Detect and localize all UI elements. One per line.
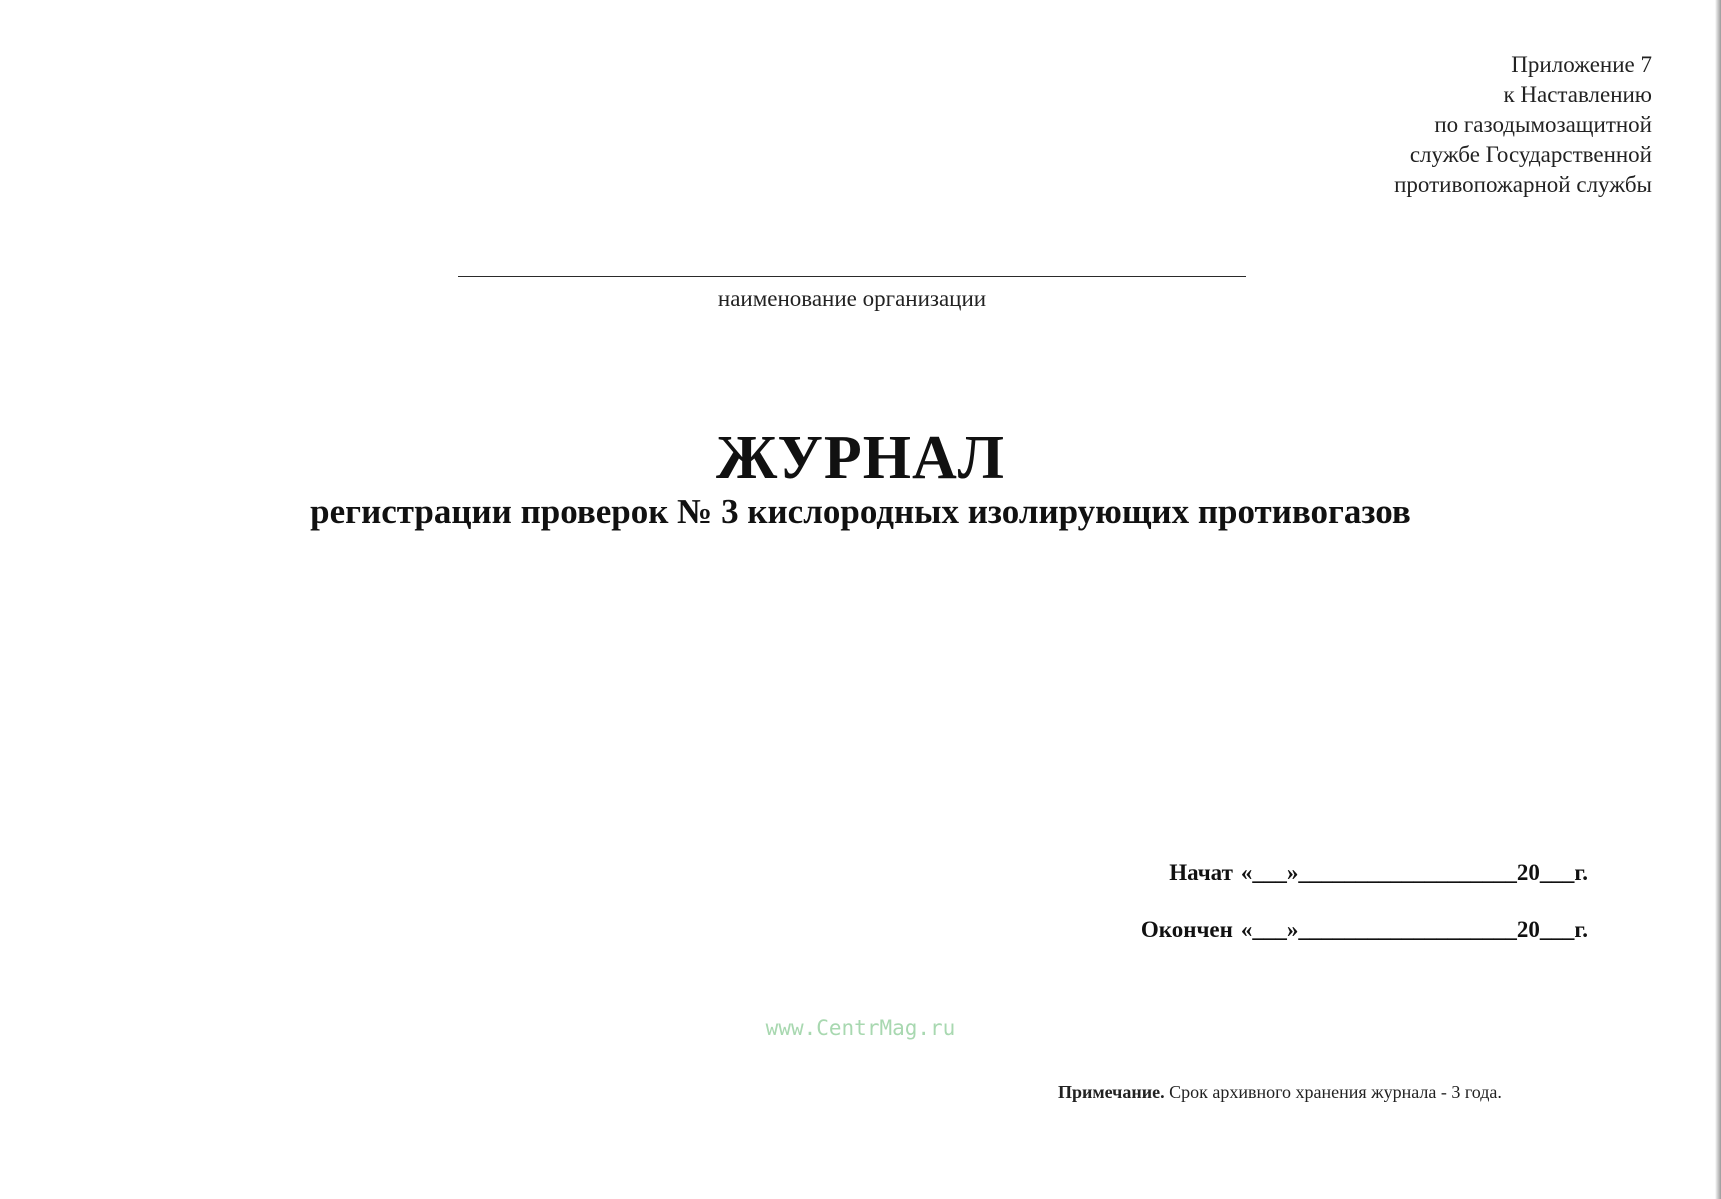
archive-note: [1058, 1082, 1502, 1103]
started-label: Начат: [1169, 860, 1233, 885]
appendix-line: Приложение 7: [1511, 52, 1652, 77]
appendix-line: к Наставлению: [1503, 82, 1652, 107]
note-label: Примечание.: [1058, 1082, 1165, 1102]
finished-label: Окончен: [1140, 917, 1233, 942]
started-date-row: [1169, 860, 1588, 886]
appendix-line: по газодымозащитной: [1434, 112, 1652, 137]
finished-date-blank: «___»___________________20___г.: [1240, 917, 1588, 942]
journal-subtitle: регистрации проверок № 3 кислородных изолирующих противогазов: [310, 492, 1411, 531]
appendix-line: противопожарной службы: [1394, 172, 1652, 197]
appendix-line: службе Государственной: [1409, 142, 1652, 167]
journal-title: ЖУРНАЛ: [716, 424, 1005, 492]
organization-caption: наименование организации: [717, 286, 987, 311]
appendix-reference: [1394, 50, 1652, 200]
started-date-blank: «___»___________________20___г.: [1240, 860, 1588, 885]
note-text: Срок архивного хранения журнала - 3 года.: [1164, 1082, 1502, 1102]
finished-date-row: [1141, 917, 1588, 943]
organization-name-line: [458, 276, 1246, 277]
watermark: www.CentrMag.ru: [765, 1016, 956, 1040]
